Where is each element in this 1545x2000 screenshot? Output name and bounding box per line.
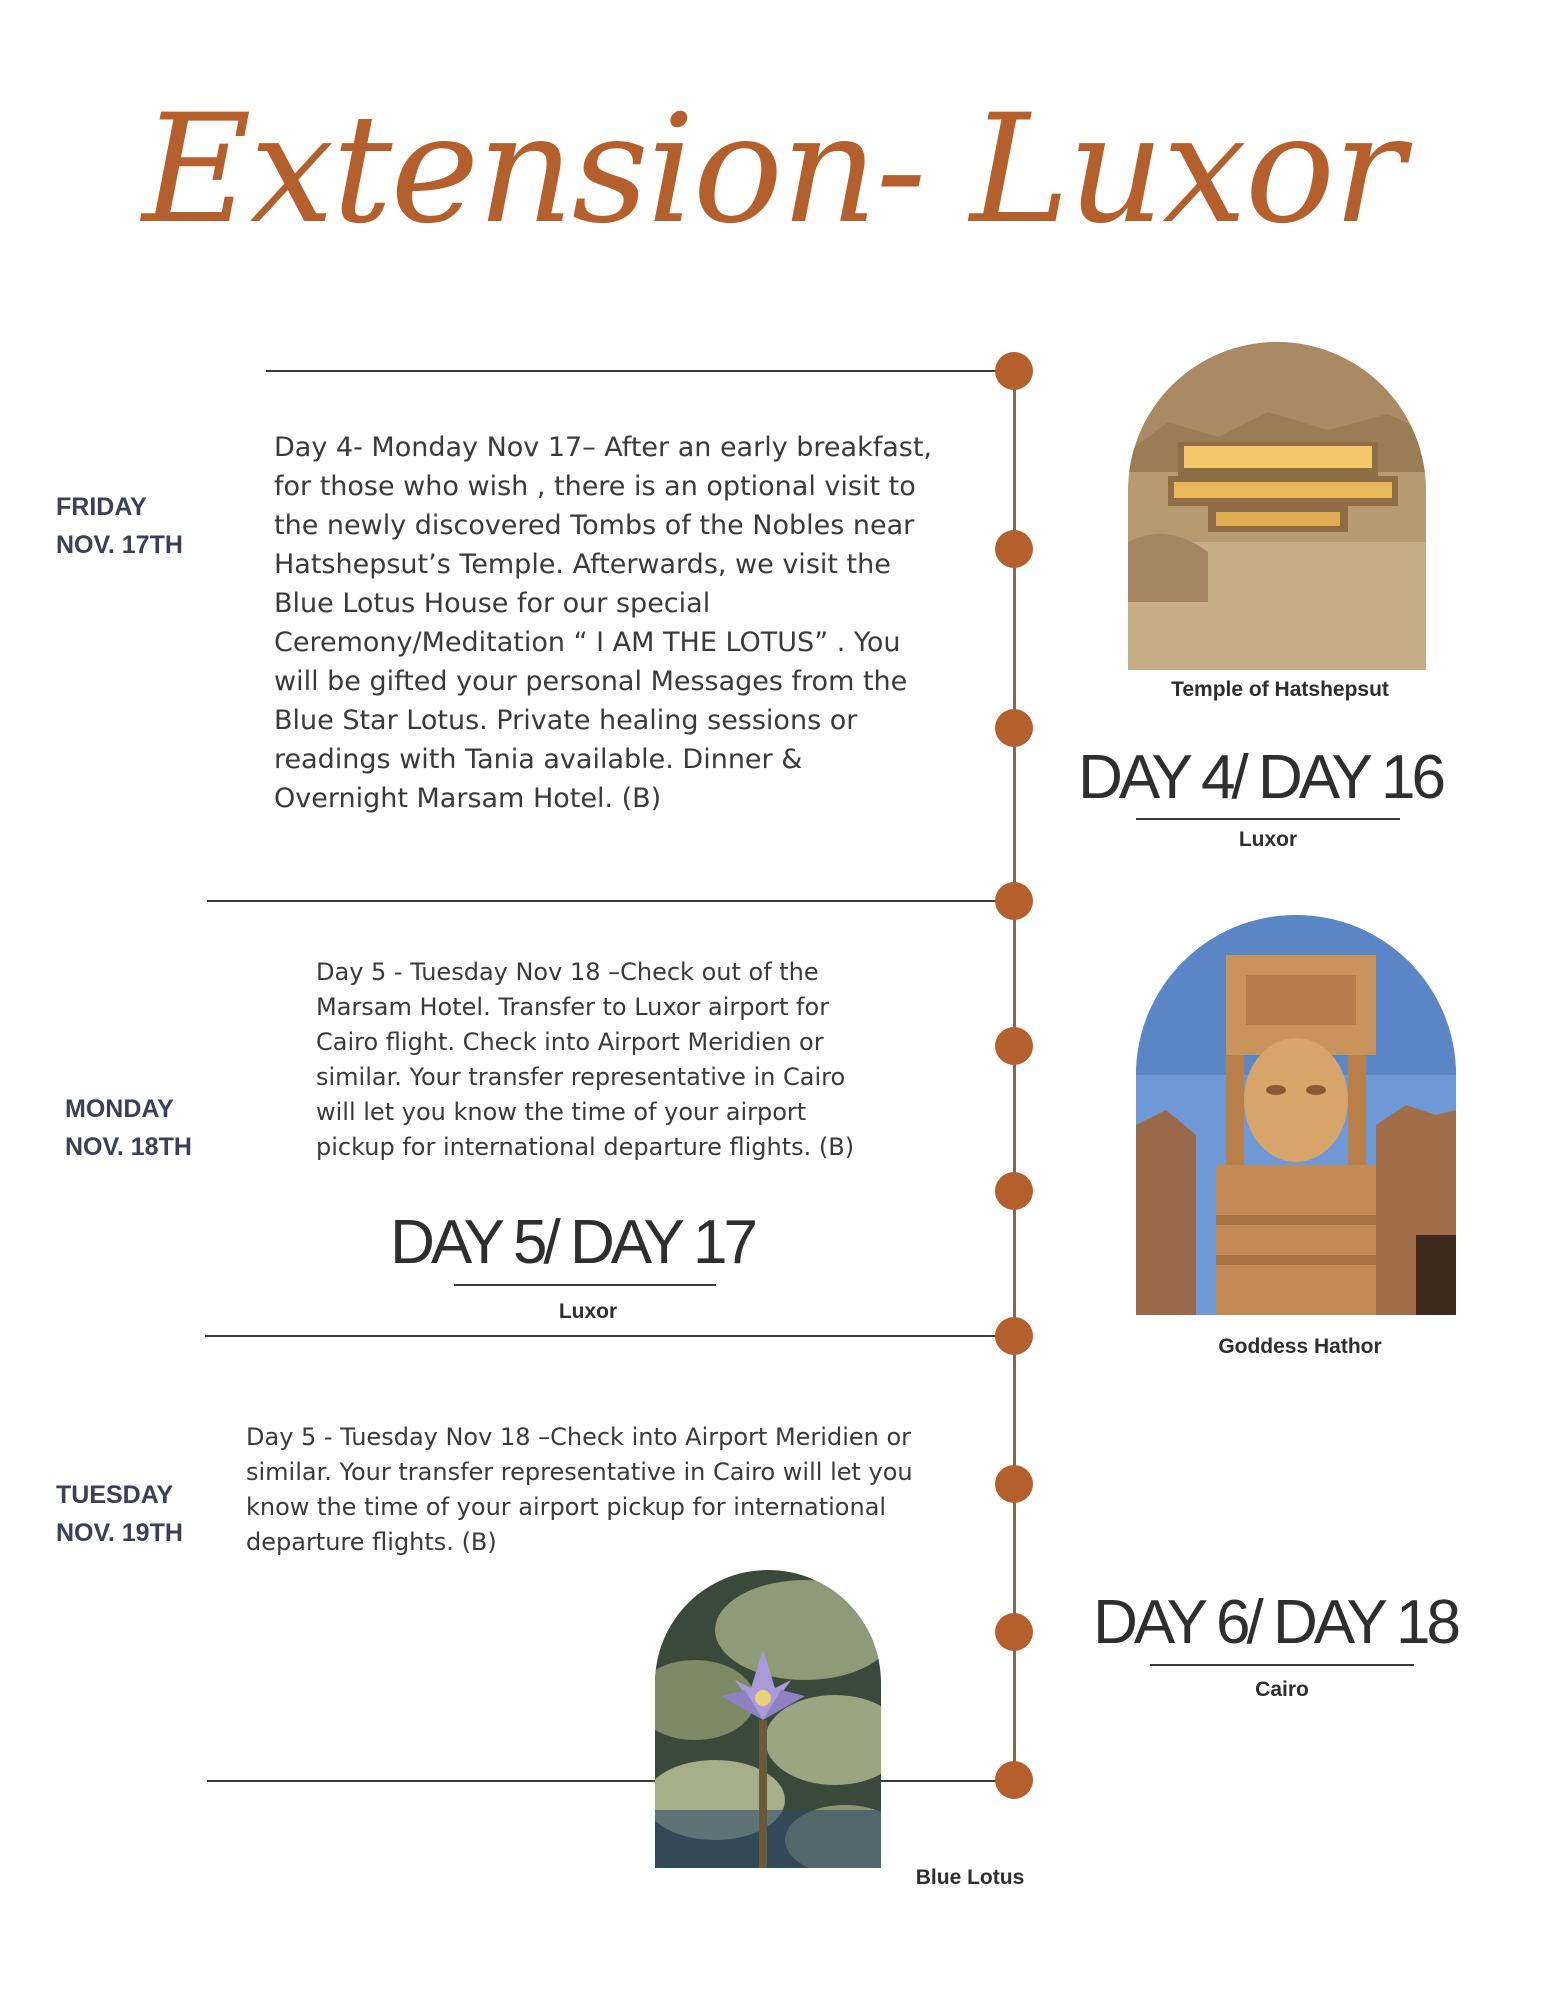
timeline-dot	[995, 1465, 1033, 1503]
timeline-dot	[995, 530, 1033, 568]
day-location: Luxor	[558, 1300, 618, 1323]
day-heading: DAY 4/ DAY 16	[1078, 743, 1442, 812]
day-description: Day 5 - Tuesday Nov 18 –Check out of the Marsam Hotel. Transfer to Luxor airport for Cairo flight. Check into Airport Meridien or similar. Your transfer representative in Cairo will let you know the time of your airport pickup for international departure flights. (B)	[316, 958, 855, 1161]
lotus-photo	[655, 1570, 881, 1868]
page-title: Extension- Luxor	[142, 83, 1403, 257]
heading-underline	[1136, 818, 1400, 820]
day-heading: DAY 6/ DAY 18	[1093, 1588, 1457, 1657]
timeline-dot	[995, 1172, 1033, 1210]
timeline-dot	[995, 1027, 1033, 1065]
divider-line	[207, 1780, 1016, 1782]
photo-caption: Blue Lotus	[915, 1866, 1025, 1889]
day-date: TUESDAY NOV. 19TH	[56, 1481, 183, 1547]
divider-line	[205, 1335, 1016, 1337]
day-location: Cairo	[1255, 1678, 1309, 1701]
timeline-dot	[995, 1613, 1033, 1651]
photo-caption: Temple of Hatshepsut	[1171, 678, 1389, 701]
timeline-dot	[995, 1317, 1033, 1355]
timeline-dot	[995, 882, 1033, 920]
day-date: FRIDAY NOV. 17TH	[56, 493, 183, 559]
divider-line	[266, 370, 1016, 372]
timeline-dot	[995, 709, 1033, 747]
heading-underline	[1150, 1664, 1414, 1666]
day-location: Luxor	[1238, 828, 1298, 851]
timeline-dot	[995, 1761, 1033, 1799]
day-heading: DAY 5/ DAY 17	[390, 1208, 754, 1277]
hathor-photo	[1136, 915, 1456, 1315]
day-description: Day 5 - Tuesday Nov 18 –Check into Airport Meridien or similar. Your transfer representative in Cairo will let you know the time of your airport pickup for international departure flights. (B)	[246, 1423, 913, 1556]
timeline-line	[1013, 370, 1016, 1782]
day-description: Day 4- Monday Nov 17– After an early breakfast, for those who wish , there is an optional visit to the newly discovered Tombs of the Nobles near Hatshepsut’s Temple. Afterwards, we visit the Blue Lotus House for our special Ceremony/Meditation “ I AM THE LOTUS” . You will be gifted your personal Messages from the Blue Star Lotus. Private healing sessions or readings with Tania available. Dinner & Overnight Marsam Hotel. (B)	[274, 432, 932, 814]
day-date: MONDAY NOV. 18TH	[65, 1095, 192, 1161]
photo-caption: Goddess Hathor	[1218, 1335, 1382, 1358]
heading-underline	[454, 1284, 716, 1286]
divider-line	[207, 900, 1016, 902]
timeline-dot	[995, 352, 1033, 390]
temple-photo	[1128, 342, 1426, 670]
